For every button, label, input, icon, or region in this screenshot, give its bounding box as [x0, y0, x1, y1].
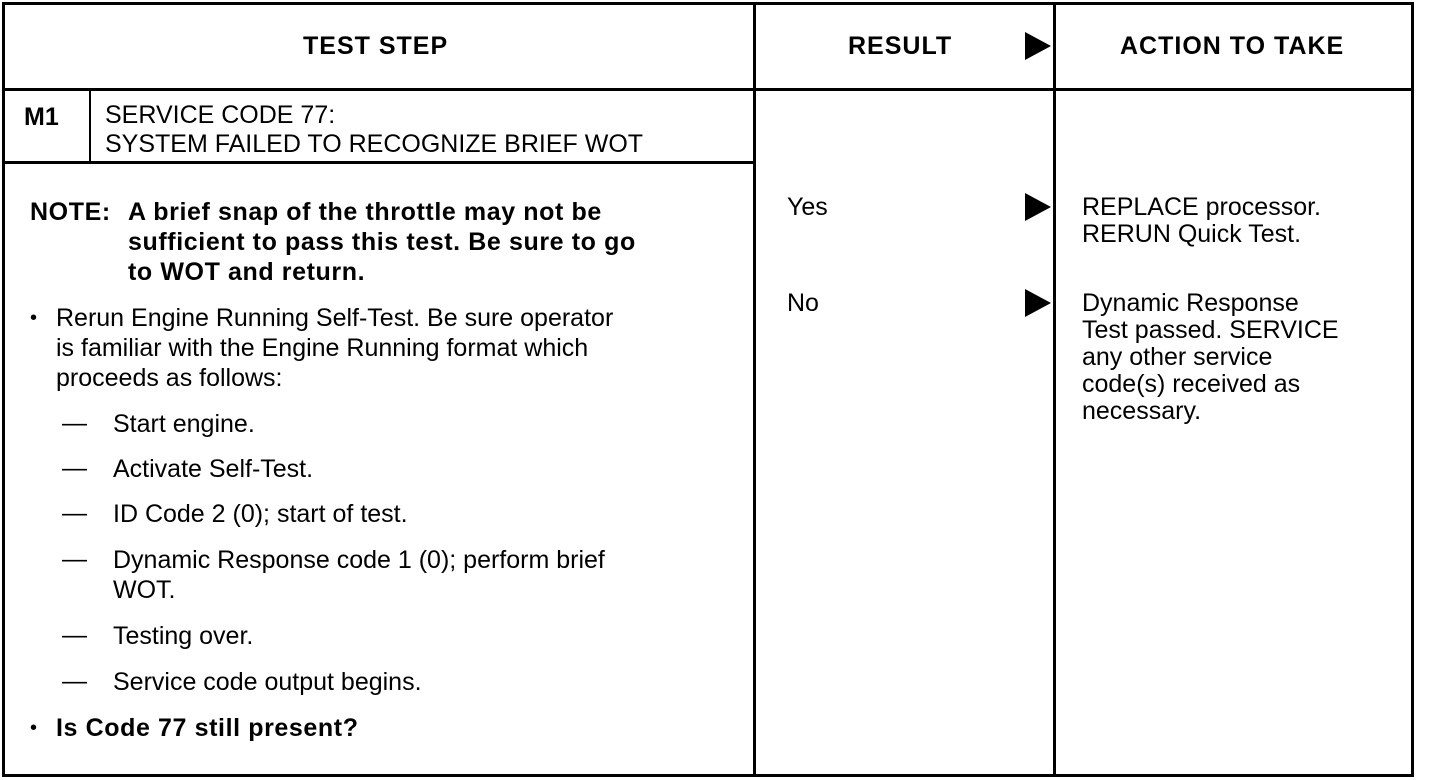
dash-2: —	[62, 454, 87, 482]
result-no-arrow-icon	[1025, 289, 1051, 317]
frame-top	[2, 2, 1414, 5]
frame-right	[1411, 2, 1414, 777]
action-no-line-3: any other service	[1082, 343, 1273, 371]
step-box-bottom	[2, 161, 755, 164]
substep-dynamic-response-line-1: Dynamic Response code 1 (0); perform brief	[113, 546, 605, 574]
substep-start-engine: Start engine.	[113, 410, 255, 438]
note-line-2: sufficient to pass this test. Be sure to go	[128, 228, 636, 256]
action-no-line-2: Test passed. SERVICE	[1082, 316, 1339, 344]
note-line-3: to WOT and return.	[128, 258, 366, 286]
note-label: NOTE:	[30, 198, 111, 226]
substep-service-code-output: Service code output begins.	[113, 668, 422, 696]
step-title-line-1: SERVICE CODE 77:	[105, 101, 336, 129]
frame-bottom	[2, 774, 1414, 777]
instruction-line-1: Rerun Engine Running Self-Test. Be sure operator	[56, 304, 614, 332]
dash-5: —	[62, 621, 87, 649]
header-divider	[2, 88, 1414, 91]
substep-testing-over: Testing over.	[113, 622, 254, 650]
question-text: Is Code 77 still present?	[56, 714, 359, 742]
result-no: No	[787, 289, 819, 317]
instruction-line-2: is familiar with the Engine Running format which	[56, 334, 589, 362]
dash-3: —	[62, 499, 87, 527]
instruction-line-3: proceeds as follows:	[56, 364, 283, 392]
result-yes-arrow-icon	[1025, 193, 1051, 221]
substep-dynamic-response-line-2: WOT.	[113, 576, 176, 604]
step-id: M1	[24, 103, 59, 131]
column-divider-1	[753, 2, 756, 777]
instruction-bullet-icon: •	[30, 307, 38, 329]
action-no-line-5: necessary.	[1082, 397, 1202, 425]
dash-6: —	[62, 667, 87, 695]
dash-1: —	[62, 409, 87, 437]
result-yes: Yes	[787, 193, 828, 221]
dash-4: —	[62, 545, 87, 573]
step-box-divider	[89, 90, 91, 162]
question-bullet-icon: •	[30, 717, 38, 739]
substep-activate-self-test: Activate Self-Test.	[113, 455, 314, 483]
action-yes-line-1: REPLACE processor.	[1082, 193, 1321, 221]
action-yes-line-2: RERUN Quick Test.	[1082, 220, 1302, 248]
action-no-line-4: code(s) received as	[1082, 370, 1301, 398]
header-result: RESULT	[848, 32, 953, 60]
step-title-line-2: SYSTEM FAILED TO RECOGNIZE BRIEF WOT	[105, 130, 644, 158]
column-divider-2	[1053, 2, 1056, 777]
header-arrow-icon	[1025, 32, 1051, 60]
frame-left	[2, 2, 5, 777]
note-line-1: A brief snap of the throttle may not be	[128, 198, 602, 226]
header-test-step: TEST STEP	[303, 32, 449, 60]
substep-id-code: ID Code 2 (0); start of test.	[113, 500, 408, 528]
header-action-to-take: ACTION TO TAKE	[1120, 32, 1345, 60]
action-no-line-1: Dynamic Response	[1082, 289, 1299, 317]
